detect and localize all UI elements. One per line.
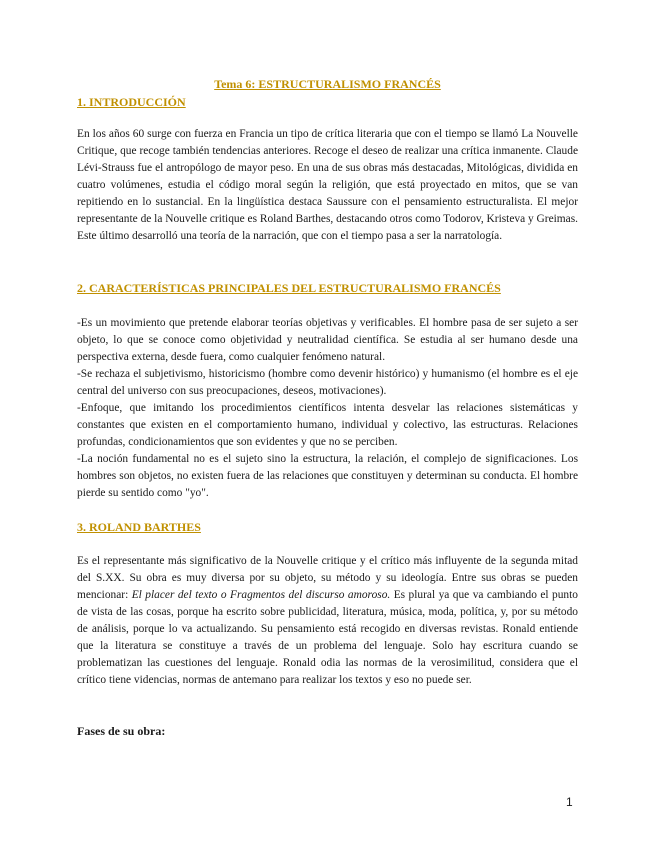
document-title: Tema 6: ESTRUCTURALISMO FRANCÉS <box>214 77 441 91</box>
section-paragraph-roland-barthes <box>77 553 578 689</box>
paragraph-text-end: Es plural ya que va cambiando el punto de vista de las cosas, porque ha escrito sobre publicidad, literatura, música, moda, política, y, por su método de análisis, porque lo va actualizando. Su pensamiento está recogido en diversas revistas. Ronald entiende que la literatura se constituye a través de un problema del lenguaje. Solo hay escritura cuando se problematizan las cuestiones del lenguaje. Ronald odia las normas de la verosimilitud, considera que el crítico tiene videncias, normas de antemano para realizar los textos y eso no puede ser. <box>77 589 578 686</box>
page-number: 1 <box>566 795 573 809</box>
list-item: -Enfoque, que imitando los procedimientos científicos intenta desvelar las relaciones sistemáticas y constantes que existen en el comportamiento humano, individual y colectivo, las estructuras. Relaciones profundas, condicionamientos que son evidentes y que no se perciben. <box>77 402 578 448</box>
section-heading-roland-barthes: 3. ROLAND BARTHES <box>77 520 201 534</box>
works-title: El placer del texto o Fragmentos del discurso amoroso. <box>131 589 391 601</box>
list-item: -Es un movimiento que pretende elaborar teorías objetivas y verificables. El hombre pasa de ser sujeto a ser objeto, lo que se conoce como objetividad y neutralidad científica. Se estudia al ser humano desde una perspectiva externa, desde fuera, como cualquier fenómeno natural. <box>77 317 578 363</box>
section-paragraph-introduccion: En los años 60 surge con fuerza en Francia un tipo de crítica literaria que con el tiempo se llamó La Nouvelle Critique, que recoge también tendencias anteriores. Recoge el deseo de realizar una crítica inmanente. Claude Lévi-Strauss fue el antropólogo de mayor peso. En una de sus obras más destacadas, Mitológicas, dividida en cuatro volúmenes, estudia el código moral según la religión, que está proyectado en mitos, que se van repitiendo en lo sustancial. En la lingüística destaca Saussure con el pensamiento estructuralista. El mejor representante de la Nouvelle critique es Roland Barthes, destacando otros como Todorov, Kristeva y Greimas. Este último desarrolló una teoría de la narración, que con el tiempo pasa a ser la narratología. <box>77 128 578 242</box>
section-heading-caracteristicas: 2. CARACTERÍSTICAS PRINCIPALES DEL ESTRUCTURALISMO FRANCÉS <box>77 281 501 295</box>
list-item: -Se rechaza el subjetivismo, historicismo (hombre como devenir histórico) y humanismo (el hombre es el eje central del universo con sus preocupaciones, deseos, motivaciones). <box>77 368 578 397</box>
section-heading-introduccion: 1. INTRODUCCIÓN <box>77 95 186 109</box>
section-list-caracteristicas <box>77 315 578 502</box>
paragraph-text-start: Es el representante más significativo de la Nouvelle critique y el crítico más influyente de la segunda mitad del S.XX. Su obra es muy diversa por su objeto, su método y su ideología. Entre sus obras se pueden mencionar: <box>77 555 578 601</box>
list-item: -La noción fundamental no es el sujeto sino la estructura, la relación, el complejo de significaciones. Los hombres son objetos, no existen fuera de las relaciones que constituyen y determinan su conducta. El hombre pierde su sentido como "yo". <box>77 453 578 499</box>
subheading-fases: Fases de su obra: <box>77 724 166 738</box>
